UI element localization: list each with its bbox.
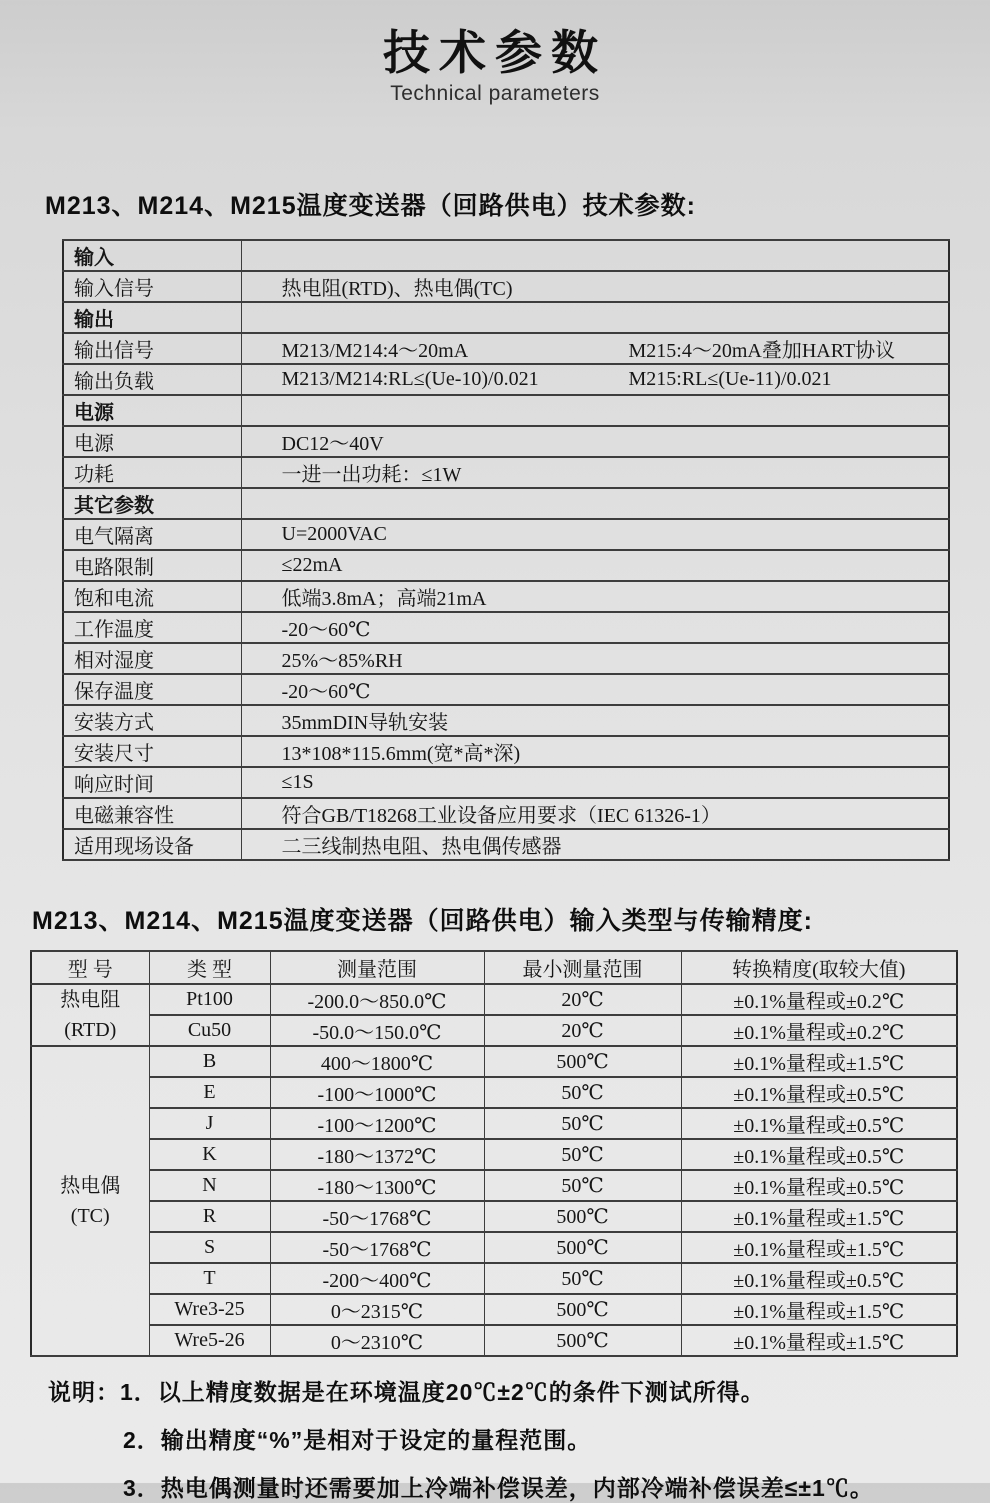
min-range-cell: 20℃ — [484, 1015, 681, 1046]
table-row — [31, 1108, 957, 1139]
type-cell: Wre5-26 — [149, 1325, 270, 1356]
range-cell: 400～1800℃ — [270, 1046, 484, 1077]
param-label: 输出信号 — [63, 333, 241, 364]
accuracy-cell: ±0.1%量程或±0.5℃ — [681, 1170, 957, 1201]
table-row — [31, 1201, 957, 1232]
table-row — [63, 767, 949, 798]
param-label: 输入 — [63, 240, 241, 271]
col-header-type: 类 型 — [149, 951, 270, 984]
param-value-part1: M213/M214:RL≤(Ue-10)/0.021 — [281, 368, 539, 391]
type-cell: S — [149, 1232, 270, 1263]
type-cell: Wre3-25 — [149, 1294, 270, 1325]
param-value: 符合GB/T18268工业设备应用要求（IEC 61326-1） — [241, 798, 949, 829]
type-cell: K — [149, 1139, 270, 1170]
min-range-cell: 20℃ — [484, 984, 681, 1015]
param-label: 相对湿度 — [63, 643, 241, 674]
note-line-3: 3．热电偶测量时还需要加上冷端补偿误差，内部冷端补偿误差≤±1℃。 — [123, 1475, 874, 1502]
param-label: 输入信号 — [63, 271, 241, 302]
accuracy-cell: ±0.1%量程或±1.5℃ — [681, 1201, 957, 1232]
min-range-cell: 50℃ — [484, 1139, 681, 1170]
type-cell: E — [149, 1077, 270, 1108]
accuracy-cell: ±0.1%量程或±0.5℃ — [681, 1108, 957, 1139]
param-value: ≤1S — [241, 767, 949, 798]
model-group-tc: 热电偶 (TC) — [31, 1046, 149, 1356]
param-value: 13*108*115.6mm(宽*高*深) — [241, 736, 949, 767]
table-row — [31, 1077, 957, 1108]
range-cell: -180～1372℃ — [270, 1139, 484, 1170]
param-value: 热电阻(RTD)、热电偶(TC) — [241, 271, 949, 302]
param-label: 电路限制 — [63, 550, 241, 581]
range-cell: -200.0～850.0℃ — [270, 984, 484, 1015]
param-value: 一进一出功耗：≤1W — [241, 457, 949, 488]
param-value — [241, 302, 949, 333]
min-range-cell: 500℃ — [484, 1201, 681, 1232]
param-value — [241, 364, 949, 395]
table-row — [31, 1015, 957, 1046]
table-row — [63, 271, 949, 302]
note-line-2: 2．输出精度“%”是相对于设定的量程范围。 — [123, 1427, 592, 1454]
accuracy-cell: ±0.1%量程或±1.5℃ — [681, 1294, 957, 1325]
table-row — [63, 798, 949, 829]
table-row-section-header — [63, 395, 949, 426]
param-value: DC12～40V — [241, 426, 949, 457]
param-value-part2: M215:4～20mA叠加HART协议 — [628, 340, 896, 363]
param-value-part2: M215:RL≤(Ue-11)/0.021 — [628, 368, 832, 391]
param-value — [241, 333, 949, 364]
param-label: 安装尺寸 — [63, 736, 241, 767]
param-value: 低端3.8mA；高端21mA — [241, 581, 949, 612]
type-cell: Pt100 — [149, 984, 270, 1015]
technical-parameters-table — [62, 239, 950, 861]
range-cell: 0～2315℃ — [270, 1294, 484, 1325]
table-row — [31, 1046, 957, 1077]
param-value: 25%～85%RH — [241, 643, 949, 674]
accuracy-cell: ±0.1%量程或±0.2℃ — [681, 1015, 957, 1046]
param-label: 电源 — [63, 395, 241, 426]
type-cell: Cu50 — [149, 1015, 270, 1046]
page-title: 技术参数 — [383, 26, 607, 79]
accuracy-cell: ±0.1%量程或±0.2℃ — [681, 984, 957, 1015]
col-header-model: 型 号 — [31, 951, 149, 984]
type-cell: B — [149, 1046, 270, 1077]
param-label: 电源 — [63, 426, 241, 457]
table-row-section-header — [63, 302, 949, 333]
type-cell: J — [149, 1108, 270, 1139]
param-label: 输出 — [63, 302, 241, 333]
table-row — [31, 1232, 957, 1263]
param-value: U=2000VAC — [241, 519, 949, 550]
param-label: 其它参数 — [63, 488, 241, 519]
table-row — [63, 674, 949, 705]
table-row — [63, 581, 949, 612]
table-row — [31, 984, 957, 1015]
min-range-cell: 50℃ — [484, 1077, 681, 1108]
param-label: 功耗 — [63, 457, 241, 488]
page-subtitle: Technical parameters — [390, 82, 600, 106]
table-row — [63, 643, 949, 674]
param-value — [241, 488, 949, 519]
accuracy-cell: ±0.1%量程或±1.5℃ — [681, 1046, 957, 1077]
table-row — [31, 1263, 957, 1294]
param-value: -20～60℃ — [241, 612, 949, 643]
table-row — [63, 705, 949, 736]
type-cell: R — [149, 1201, 270, 1232]
col-header-accuracy: 转换精度(取较大值) — [681, 951, 957, 984]
min-range-cell: 500℃ — [484, 1232, 681, 1263]
min-range-cell: 500℃ — [484, 1325, 681, 1356]
type-cell: N — [149, 1170, 270, 1201]
input-types-accuracy-table — [30, 950, 958, 1357]
table-row — [63, 457, 949, 488]
range-cell: -50.0～150.0℃ — [270, 1015, 484, 1046]
param-label: 饱和电流 — [63, 581, 241, 612]
section2-heading: M213、M214、M215温度变送器（回路供电）输入类型与传输精度: — [32, 907, 813, 936]
col-header-range: 测量范围 — [270, 951, 484, 984]
accuracy-cell: ±0.1%量程或±0.5℃ — [681, 1263, 957, 1294]
table-row — [63, 612, 949, 643]
param-value: -20～60℃ — [241, 674, 949, 705]
min-range-cell: 50℃ — [484, 1108, 681, 1139]
accuracy-cell: ±0.1%量程或±1.5℃ — [681, 1325, 957, 1356]
range-cell: -180～1300℃ — [270, 1170, 484, 1201]
range-cell: -200～400℃ — [270, 1263, 484, 1294]
range-cell: 0～2310℃ — [270, 1325, 484, 1356]
param-value — [241, 395, 949, 426]
table-row — [31, 1325, 957, 1356]
param-label: 响应时间 — [63, 767, 241, 798]
note-line-1: 说明：1．以上精度数据是在环境温度20℃±2℃的条件下测试所得。 — [48, 1379, 765, 1406]
param-value: 35mmDIN导轨安装 — [241, 705, 949, 736]
table-row — [31, 1170, 957, 1201]
table-row — [63, 829, 949, 860]
accuracy-cell: ±0.1%量程或±1.5℃ — [681, 1232, 957, 1263]
param-label: 安装方式 — [63, 705, 241, 736]
param-label: 电磁兼容性 — [63, 798, 241, 829]
table-row-section-header — [63, 240, 949, 271]
table-row — [63, 736, 949, 767]
range-cell: -100～1200℃ — [270, 1108, 484, 1139]
table-row — [63, 364, 949, 395]
table-row-section-header — [63, 488, 949, 519]
range-cell: -100～1000℃ — [270, 1077, 484, 1108]
param-value-part1: M213/M214:4～20mA — [281, 340, 469, 363]
param-value: ≤22mA — [241, 550, 949, 581]
col-header-min-range: 最小测量范围 — [484, 951, 681, 984]
type-cell: T — [149, 1263, 270, 1294]
notes-block — [48, 1374, 990, 1503]
min-range-cell: 500℃ — [484, 1294, 681, 1325]
param-label: 适用现场设备 — [63, 829, 241, 860]
table-row — [31, 1139, 957, 1170]
range-cell: -50～1768℃ — [270, 1201, 484, 1232]
accuracy-cell: ±0.1%量程或±0.5℃ — [681, 1077, 957, 1108]
param-value: 二三线制热电阻、热电偶传感器 — [241, 829, 949, 860]
section1-heading: M213、M214、M215温度变送器（回路供电）技术参数: — [45, 192, 696, 221]
table-header-row — [31, 951, 957, 984]
param-label: 工作温度 — [63, 612, 241, 643]
min-range-cell: 50℃ — [484, 1263, 681, 1294]
param-label: 电气隔离 — [63, 519, 241, 550]
table-row — [63, 333, 949, 364]
model-group-rtd: 热电阻 (RTD) — [31, 984, 149, 1046]
param-value — [241, 240, 949, 271]
table-row — [31, 1294, 957, 1325]
min-range-cell: 50℃ — [484, 1170, 681, 1201]
table-row — [63, 519, 949, 550]
accuracy-cell: ±0.1%量程或±0.5℃ — [681, 1139, 957, 1170]
param-label: 输出负载 — [63, 364, 241, 395]
title-block — [0, 0, 990, 106]
table-row — [63, 426, 949, 457]
table-row — [63, 550, 949, 581]
min-range-cell: 500℃ — [484, 1046, 681, 1077]
range-cell: -50～1768℃ — [270, 1232, 484, 1263]
param-label: 保存温度 — [63, 674, 241, 705]
